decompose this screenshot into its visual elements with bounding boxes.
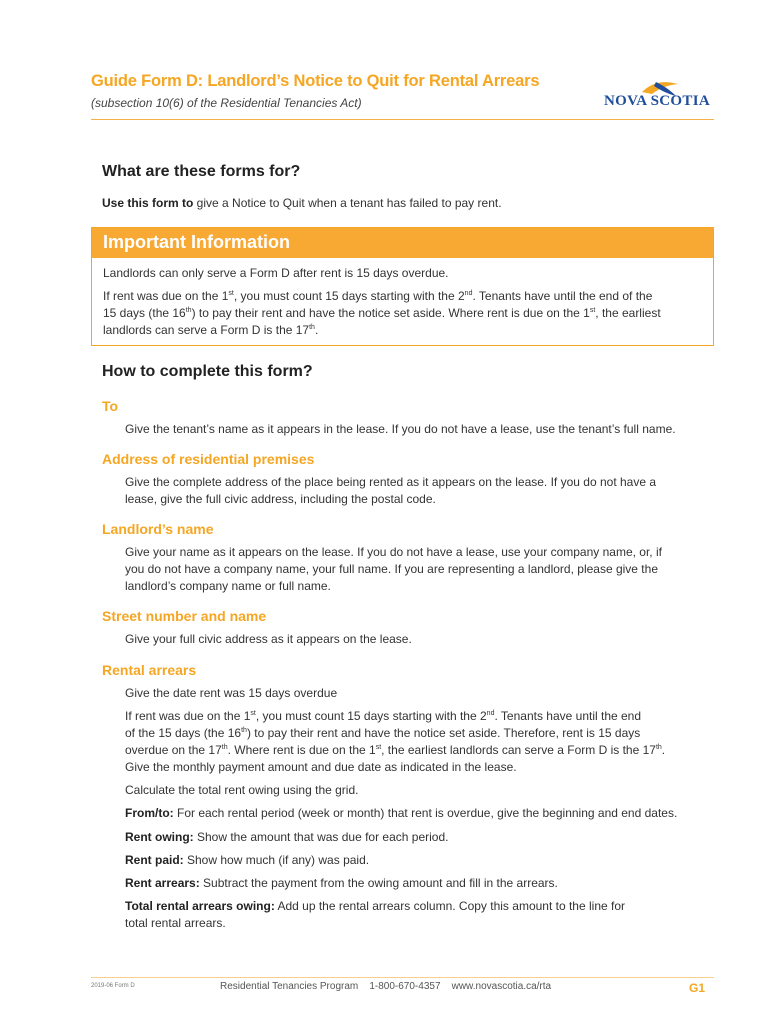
arrears-paragraph: If rent was due on the 1st, you must count 15 days starting with the 2nd. Tenants have until the end of the 15 days (the 16th) to pay their rent and have the notice set aside. Therefore, rent is 15 days overdue on the 17th. Where rent is due on the 1st, the earliest landlords can serve a Form D is the 17th. Give the monthly payment amount and due date as indicated in the lease. bbox=[125, 709, 666, 774]
footer-contact: Residential Tenancies Program 1-800-670-4357 www.novascotia.ca/rta bbox=[220, 981, 552, 992]
page-number: G1 bbox=[689, 981, 706, 995]
arrears-line-1: Give the date rent was 15 days overdue bbox=[125, 686, 338, 700]
important-paragraph: If rent was due on the 1st, you must count 15 days starting with the 2nd. Tenants have until the end of the 15 days (the 16th) to pay their rent and have the notice set aside. Where rent is due on the 1st, the earliest landlords can serve a Form D is the 17th. bbox=[103, 289, 661, 337]
field-heading-street: Street number and name bbox=[102, 608, 267, 624]
important-header-bar bbox=[92, 228, 713, 258]
field-text-landlord: Give your name as it appears on the lease. If you do not have a lease, use your company name, or, if you do not have a company name, your full name. If you are representing a landlord, please give the landlord’s company name or full name. bbox=[125, 545, 662, 593]
purpose-lead: Use this form to bbox=[102, 196, 194, 210]
section-heading-howto: How to complete this form? bbox=[102, 363, 313, 380]
page-title: Guide Form D: Landlord’s Notice to Quit for Rental Arrears bbox=[91, 72, 540, 90]
arrears-paid: Rent paid: Show how much (if any) was paid. bbox=[125, 853, 370, 867]
field-heading-landlord: Landlord’s name bbox=[102, 521, 214, 537]
nova-scotia-logo bbox=[604, 78, 716, 112]
field-heading-address: Address of residential premises bbox=[102, 451, 315, 467]
field-heading-arrears: Rental arrears bbox=[102, 662, 197, 678]
field-text-address: Give the complete address of the place being rented as it appears on the lease. If you do not have a lease, give the full civic address, including the postal code. bbox=[125, 475, 657, 506]
arrears-owing: Rent owing: Show the amount that was due for each period. bbox=[125, 830, 449, 844]
arrears-total: Total rental arrears owing: Add up the rental arrears column. Copy this amount to the line for total rental arrears. bbox=[125, 899, 626, 930]
logo-text: NOVA SCOTIA bbox=[604, 93, 710, 109]
footer-form-code: 2019-06 Form D bbox=[91, 983, 135, 989]
arrears-calc: Calculate the total rent owing using the grid. bbox=[125, 783, 359, 797]
footer-divider bbox=[91, 977, 714, 978]
field-heading-to: To bbox=[102, 398, 119, 414]
section-heading-purpose: What are these forms for? bbox=[102, 163, 301, 180]
important-line-1: Landlords can only serve a Form D after rent is 15 days overdue. bbox=[103, 266, 449, 280]
field-text-street: Give your full civic address as it appears on the lease. bbox=[125, 632, 412, 646]
field-text-to: Give the tenant’s name as it appears in the lease. If you do not have a lease, use the tenant’s full name. bbox=[125, 422, 676, 436]
arrears-fromto: From/to: For each rental period (week or month) that rent is overdue, give the beginning and end dates. bbox=[125, 806, 678, 820]
important-heading: Important Information bbox=[103, 232, 290, 252]
purpose-text bbox=[102, 195, 502, 212]
header-divider bbox=[91, 119, 714, 120]
arrears-rent-arrears: Rent arrears: Subtract the payment from the owing amount and fill in the arrears. bbox=[125, 876, 558, 890]
page-subtitle: (subsection 10(6) of the Residential Tenancies Act) bbox=[91, 96, 362, 110]
purpose-body: give a Notice to Quit when a tenant has failed to pay rent. bbox=[193, 196, 502, 210]
important-information-box bbox=[91, 227, 714, 346]
